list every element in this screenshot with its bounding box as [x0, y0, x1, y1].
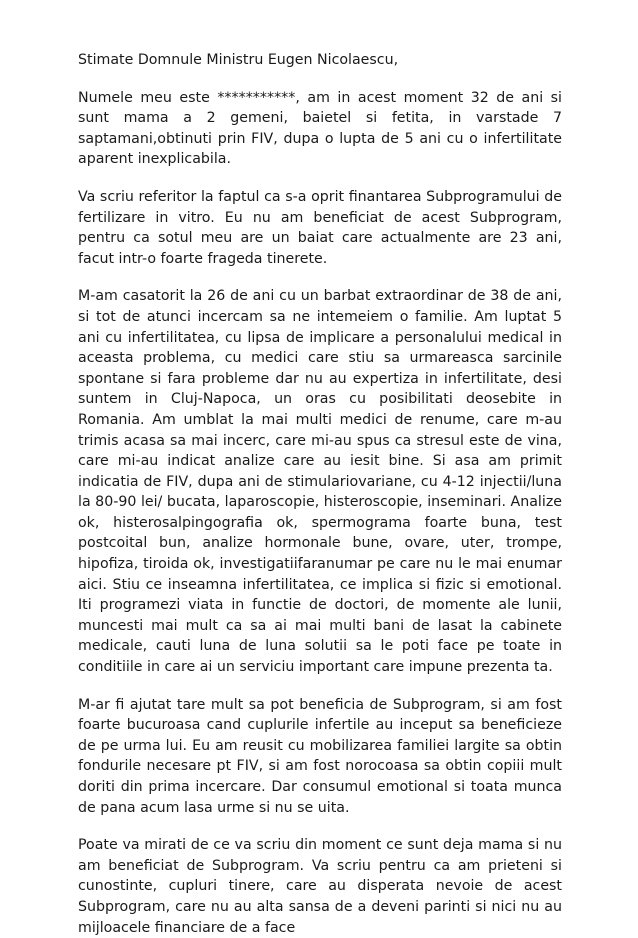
letter-paragraph: Numele meu este ***********, am in acest moment 32 de ani si sunt mama a 2 gemeni, baietel si fetita, in varstade 7 saptamani,obtinuti prin FIV, dupa o lupta de 5 ani cu o infertilitate aparent inexplicabila. [78, 89, 562, 168]
letter-paragraph: Poate va mirati de ce va scriu din moment ce sunt deja mama si nu am beneficiat de Subprogram. Va scriu pentru ca am prieteni si cunostinte, cupluri tinere, care au disperata nevoie de acest Subprogram, care nu au alta sansa de a deveni parinti si nici nu au mijloacele financiare de a face [78, 837, 562, 936]
letter-body [78, 50, 562, 938]
letter-salutation: Stimate Domnule Ministru Eugen Nicolaescu, [78, 52, 399, 68]
letter-paragraph: M-ar fi ajutat tare mult sa pot beneficia de Subprogram, si am fost foarte bucuroasa cand cuplurile infertile au inceput sa beneficieze de pe urma lui. Eu am reusit cu mobilizarea familiei largite sa obtin fondurile necesare pt FIV, si am fost norocoasa sa obtin copiii mult doriti din prima incercare. Dar consumul emotional si toata munca de pana acum lasa urme si nu se uita. [78, 696, 562, 816]
letter-paragraph: Va scriu referitor la faptul ca s-a oprit finantarea Subprogramului de fertilizare in vitro. Eu nu am beneficiat de acest Subprogram, pentru ca sotul meu are un baiat care actualmente are 23 ani, facut intr-o foarte frageda tinerete. [78, 188, 562, 267]
letter-paragraph: M-am casatorit la 26 de ani cu un barbat extraordinar de 38 de ani, si tot de atunci incercam sa ne intemeiem o familie. Am luptat 5 ani cu infertilitatea, cu lipsa de implicare a personalului medical in aceasta problema, cu medici care stiu sa urmareasca sarcinile spontane si fara probleme dar nu au expertiza in infertilitate, desi suntem in Cluj-Napoca, un oras cu posibilitati deosebite in Romania. Am umblat la mai multi medici de renume, care m-au trimis acasa sa mai incerc, care mi-au spus ca stresul este de vina, care mi-au indicat analize care au iesit bine. Si asa am primit indicatia de FIV, dupa ani de stimulariovariane, cu 4-12 injectii/luna la 80-90 lei/ bucata, laparoscopie, histeroscopie, inseminari. Analize ok, histerosalpingografia ok, spermograma foarte buna, test postcoital bun, analize hormonale bune, ovare, uter, trompe, hipofiza, tiroida ok, investigatiifaranumar pe care nu le mai enumar aici. Stiu ce inseamna infertilitatea, ce implica si fizic si emotional. Iti programezi viata in functie de doctori, de momente ale lunii, muncesti mai mult ca sa ai mai multi bani de lasat la cabinete medicale, cauti luna de luna solutii sa le poti face pe toate in conditiile in care ai un serviciu important care impune prezenta ta. [78, 288, 562, 676]
